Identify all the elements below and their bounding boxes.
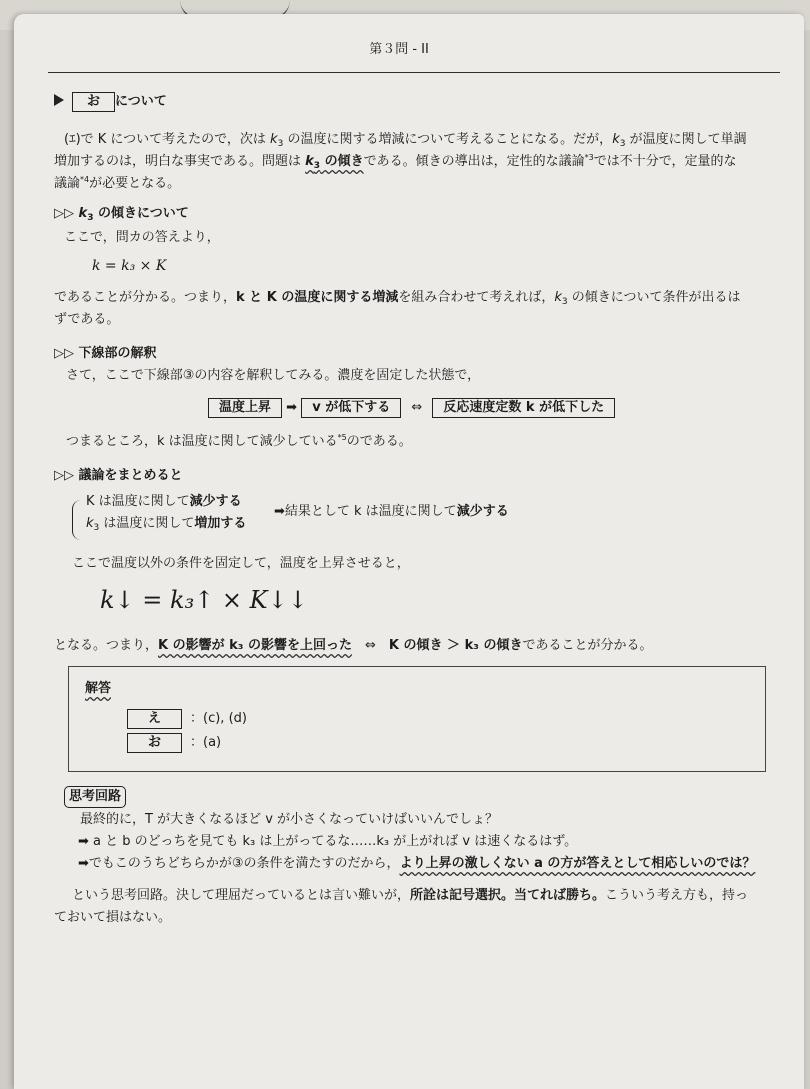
flow-k-down: 反応速度定数 k が低下した xyxy=(432,398,615,418)
s3-result: ➡結果として k は温度に関して減少する xyxy=(274,504,509,519)
s1-line3: ずである。 xyxy=(54,312,120,327)
section-marker-icon xyxy=(54,94,64,106)
s2-flow xyxy=(208,398,615,418)
thinking-tag: 思考回路 xyxy=(64,786,126,808)
section-o-heading xyxy=(72,92,167,112)
answer-row-e: え ：(c), (d) xyxy=(127,709,247,729)
section-o-box: お xyxy=(72,92,115,112)
document-page xyxy=(14,14,804,1089)
header-rule xyxy=(48,72,780,73)
flow-v-down: v が低下する xyxy=(301,398,401,418)
thinking-l1: 最終的に，T が大きくなるほど v が小さくなっていけばいいんでしょ？ xyxy=(80,812,499,827)
s2-line2: つまるところ，k は温度に関して減少している$^{*5}$のである。 xyxy=(66,433,412,449)
brace-icon xyxy=(72,500,81,540)
thinking-l2: ➡ a と b のどっちを見ても k₃ は上がってるな……k₃ が上がれば v は速くなるはず。 xyxy=(78,834,578,849)
flow-arrow-icon: ➡ xyxy=(286,400,298,415)
thinking-l3: ➡でもこのうちどちらかが③の条件を満たすのだから，より上昇の激しくない a の方が答えとして相応しいのでは？ xyxy=(78,856,756,871)
answer-box xyxy=(68,666,766,772)
flow-iff-icon: ⇔ xyxy=(411,400,423,415)
answer-row-o: お ：(a) xyxy=(127,733,221,753)
s3-conclusion: となる。つまり，K の影響が k₃ の影響を上回った ⇔ K の傾き ＞ k₃ の傾きであることが分かる。 xyxy=(54,638,653,653)
s1-heading: ▷▷ $k_3$ の傾きについて xyxy=(54,206,189,223)
big-equation: k↓ = k₃↑ × K↓↓ xyxy=(100,586,308,614)
answer-title: 解答 xyxy=(85,681,112,696)
s3-bullet1: K は温度に関して減少する xyxy=(86,494,242,509)
thinking-l5: ておいて損はない。 xyxy=(54,910,172,925)
section-o-title: について xyxy=(115,94,167,109)
s1-line2: であることが分かる。つまり，k と K の温度に関する増減を組み合わせて考えれば，$k_3$ の傾きについて条件が出るは xyxy=(54,290,741,307)
flow-temp-up: 温度上昇 xyxy=(208,398,282,418)
p1-line2: 増加するのは，明白な事実である。問題は $k_3$ の傾きである。傾きの導出は，定性的な議論$^{*3}$では不十分で，定量的な xyxy=(54,153,737,171)
thinking-l4: という思考回路。決して理屈だっているとは言い難いが，所詮は記号選択。当てれば勝ち。こういう考え方も，持っ xyxy=(72,888,749,903)
p1-line1: (ｴ)で K について考えたので，次は $k_3$ の温度に関する増減について考えることになる。だが，$k_3$ が温度に関して単調 xyxy=(64,132,747,149)
page-header: 第３問 - II xyxy=(369,42,429,57)
s2-line1: さて，ここで下線部③の内容を解釈してみる。濃度を固定した状態で， xyxy=(66,368,481,383)
s3-line: ここで温度以外の条件を固定して，温度を上昇させると， xyxy=(72,556,410,571)
p1-line3: 議論$^{*4}$が必要となる。 xyxy=(54,175,181,191)
s1-line1: ここで，問カの答えより， xyxy=(64,230,220,245)
s1-equation: k = k₃ × K xyxy=(92,258,167,274)
s3-heading: ▷▷ 議論をまとめると xyxy=(54,468,183,483)
s2-heading: ▷▷ 下線部の解釈 xyxy=(54,346,157,361)
s3-bullet2: $k_3$ は温度に関して増加する xyxy=(86,516,247,533)
k3-slope-emphasis: $k_3$ の傾き xyxy=(305,154,364,171)
